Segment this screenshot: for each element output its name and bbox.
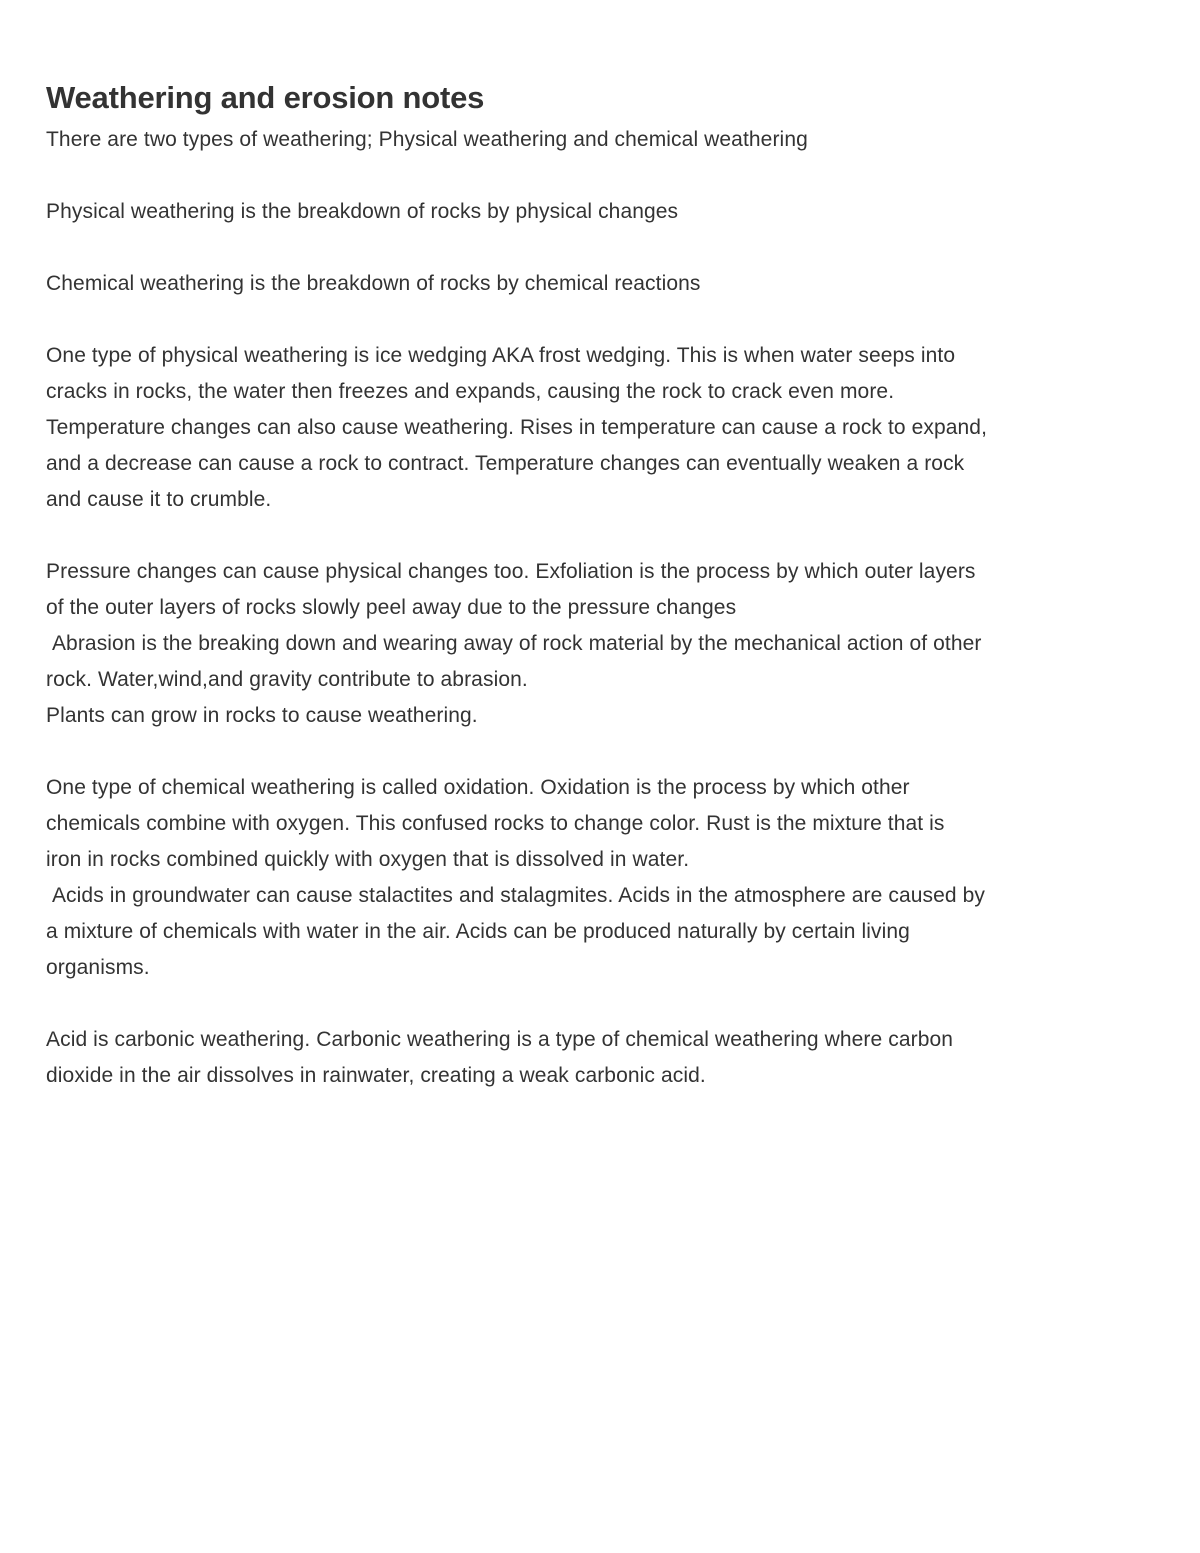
text-line: and cause it to crumble. bbox=[46, 488, 272, 511]
text-line: Pressure changes can cause physical changes too. Exfoliation is the process by which outer layers bbox=[46, 560, 976, 583]
text-line: Chemical weathering is the breakdown of rocks by chemical reactions bbox=[46, 272, 701, 295]
text-line: Acid is carbonic weathering. Carbonic weathering is a type of chemical weathering where carbon bbox=[46, 1028, 954, 1051]
text-line: a mixture of chemicals with water in the air. Acids can be produced naturally by certain living bbox=[46, 920, 910, 943]
text-line: Physical weathering is the breakdown of rocks by physical changes bbox=[46, 200, 679, 223]
text-line: Plants can grow in rocks to cause weathering. bbox=[46, 704, 478, 727]
text-line: Acids in groundwater can cause stalactites and stalagmites. Acids in the atmosphere are caused by bbox=[46, 884, 985, 907]
text-line: organisms. bbox=[46, 956, 150, 979]
document-page bbox=[46, 76, 1158, 1094]
text-line: iron in rocks combined quickly with oxygen that is dissolved in water. bbox=[46, 848, 690, 871]
document-body bbox=[46, 122, 1158, 1094]
text-line: There are two types of weathering; Physical weathering and chemical weathering bbox=[46, 128, 808, 151]
text-line: rock. Water,wind,and gravity contribute to abrasion. bbox=[46, 668, 528, 691]
text-line: dioxide in the air dissolves in rainwater, creating a weak carbonic acid. bbox=[46, 1064, 706, 1087]
blank-line bbox=[46, 230, 1158, 266]
text-line: Abrasion is the breaking down and wearing away of rock material by the mechanical action of other bbox=[46, 632, 982, 655]
text-line: of the outer layers of rocks slowly peel away due to the pressure changes bbox=[46, 596, 737, 619]
text-line: Temperature changes can also cause weathering. Rises in temperature can cause a rock to expand, bbox=[46, 416, 988, 439]
blank-line bbox=[46, 986, 1158, 1022]
text-line: chemicals combine with oxygen. This confused rocks to change color. Rust is the mixture that is bbox=[46, 812, 945, 835]
document-title: Weathering and erosion notes bbox=[46, 80, 485, 115]
text-line: One type of physical weathering is ice wedging AKA frost wedging. This is when water seeps into bbox=[46, 344, 956, 367]
text-line: and a decrease can cause a rock to contract. Temperature changes can eventually weaken a rock bbox=[46, 452, 965, 475]
blank-line bbox=[46, 518, 1158, 554]
blank-line bbox=[46, 158, 1158, 194]
blank-line bbox=[46, 302, 1158, 338]
text-line: One type of chemical weathering is called oxidation. Oxidation is the process by which other bbox=[46, 776, 910, 799]
text-line: cracks in rocks, the water then freezes and expands, causing the rock to crack even more. bbox=[46, 380, 895, 403]
blank-line bbox=[46, 734, 1158, 770]
